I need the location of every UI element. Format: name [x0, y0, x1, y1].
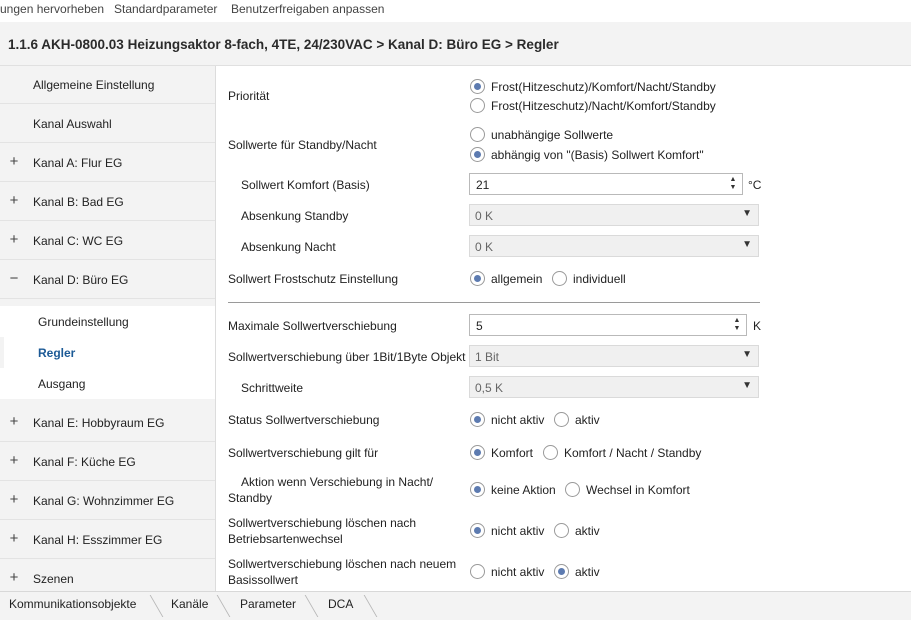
sidebar-item-label: Regler — [38, 346, 76, 360]
param-label-giltfuer: Sollwertverschiebung gilt für — [228, 446, 379, 460]
tab-separator — [305, 595, 319, 617]
tab-separator — [150, 595, 164, 617]
nacht-select[interactable]: 0 K ▼ — [469, 235, 759, 257]
user-permissions-button[interactable]: Benutzerfreigaben anpassen — [231, 2, 385, 16]
radio-button[interactable] — [543, 445, 558, 460]
sidebar-item-kanal-h[interactable] — [0, 521, 216, 559]
radio-loeschen1-aktiv[interactable]: aktiv — [554, 522, 614, 540]
expand-icon[interactable]: + — [9, 231, 19, 248]
radio-button[interactable] — [470, 412, 485, 427]
param-label-komfort: Sollwert Komfort (Basis) — [241, 178, 370, 192]
sidebar-item-kanal-b[interactable] — [0, 183, 216, 221]
expand-icon[interactable]: + — [9, 192, 19, 209]
sidebar-item-label: Szenen — [33, 572, 74, 586]
sidebar-item-kanal-d[interactable] — [0, 261, 216, 299]
radio-button[interactable] — [552, 271, 567, 286]
sidebar-item-allgemeine-einstellung[interactable] — [0, 66, 216, 104]
expand-icon[interactable]: + — [9, 569, 19, 586]
sidebar-item-kanal-auswahl[interactable] — [0, 105, 216, 143]
page-title: 1.1.6 AKH-0800.03 Heizungsaktor 8-fach, 4TE, 24/230VAC > Kanal D: Büro EG > Regler — [8, 37, 559, 52]
sidebar-subitem-ausgang[interactable] — [0, 368, 216, 399]
chevron-down-icon: ▼ — [742, 349, 752, 360]
radio-sollwerte-1[interactable]: unabhängige Sollwerte — [470, 126, 760, 144]
chevron-down-icon: ▼ — [742, 208, 752, 219]
param-label-schrittweite: Schrittweite — [241, 381, 304, 395]
sidebar-item-label: Kanal A: Flur EG — [33, 156, 123, 170]
radio-frost-allgemein[interactable]: allgemein — [470, 270, 550, 288]
parameter-panel — [217, 66, 911, 591]
radio-button[interactable] — [554, 523, 569, 538]
radio-frost-individuell[interactable]: individuell — [552, 270, 642, 288]
param-label-frost: Sollwert Frostschutz Einstellung — [228, 272, 399, 286]
tab-kanaele[interactable]: Kanäle — [171, 597, 209, 611]
radio-prioritaet-1[interactable]: Frost(Hitzeschutz)/Komfort/Nacht/Standby — [470, 78, 760, 96]
param-label-prioritaet: Priorität — [228, 89, 270, 103]
tab-parameter[interactable]: Parameter — [240, 597, 297, 611]
toolbar — [0, 0, 911, 22]
radio-button[interactable] — [565, 482, 580, 497]
sidebar-item-label: Ausgang — [38, 377, 86, 391]
param-label-loeschen2: Sollwertverschiebung löschen nach neuem Basissollwert — [228, 557, 457, 587]
sidebar-item-kanal-g[interactable] — [0, 482, 216, 520]
sidebar-item-label: Kanal H: Esszimmer EG — [33, 533, 163, 547]
param-label-loeschen1: Sollwertverschiebung löschen nach Betriebsartenwechsel — [228, 516, 417, 546]
spin-arrows-icon[interactable]: ▲ ▼ — [733, 317, 741, 332]
sidebar-item-label: Kanal G: Wohnzimmer EG — [33, 494, 175, 508]
radio-loeschen2-nicht-aktiv[interactable]: nicht aktiv — [470, 563, 550, 581]
param-label-standby: Absenkung Standby — [241, 209, 349, 223]
radio-aktion-wechsel[interactable]: Wechsel in Komfort — [565, 481, 705, 499]
radio-giltfuer-komfort[interactable]: Komfort — [470, 444, 540, 462]
sidebar-item-kanal-f[interactable] — [0, 443, 216, 481]
maxverschiebung-stepper[interactable]: 5 ▲ ▼ — [469, 314, 747, 336]
param-label-maxverschiebung: Maximale Sollwertverschiebung — [228, 319, 397, 333]
collapse-icon[interactable]: − — [9, 270, 19, 287]
sidebar-item-label: Kanal B: Bad EG — [33, 195, 124, 209]
param-label-sollwerte: Sollwerte für Standby/Nacht — [228, 138, 377, 152]
param-label-status: Status Sollwertverschiebung — [228, 413, 380, 427]
sidebar-item-label: Grundeinstellung — [38, 315, 129, 329]
radio-button[interactable] — [470, 98, 485, 113]
sidebar-item-label: Kanal E: Hobbyraum EG — [33, 416, 165, 430]
sidebar-item-label: Kanal F: Küche EG — [33, 455, 136, 469]
expand-icon[interactable]: + — [9, 491, 19, 508]
chevron-down-icon: ▼ — [742, 380, 752, 391]
param-label-aktion: Aktion wenn Verschiebung in Nacht/ Standby — [228, 475, 434, 505]
bottom-tab-bar — [0, 591, 911, 620]
radio-button[interactable] — [470, 482, 485, 497]
radio-button[interactable] — [554, 564, 569, 579]
komfort-stepper[interactable]: 21 ▲ ▼ — [469, 173, 743, 195]
tab-kommunikationsobjekte[interactable]: Kommunikationsobjekte — [9, 597, 137, 611]
spin-arrows-icon[interactable]: ▲ ▼ — [729, 176, 737, 191]
expand-icon[interactable]: + — [9, 530, 19, 547]
verschiebung1bit-select[interactable]: 1 Bit ▼ — [469, 345, 759, 367]
radio-loeschen2-aktiv[interactable]: aktiv — [554, 563, 614, 581]
highlight-changes-button[interactable]: ungen hervorheben — [0, 2, 105, 16]
radio-button[interactable] — [470, 523, 485, 538]
radio-button[interactable] — [470, 127, 485, 142]
radio-aktion-keine[interactable]: keine Aktion — [470, 481, 560, 499]
sidebar — [0, 66, 216, 591]
radio-button[interactable] — [470, 271, 485, 286]
sidebar-subitem-grundeinstellung[interactable] — [0, 306, 216, 337]
sidebar-item-kanal-c[interactable] — [0, 222, 216, 260]
radio-sollwerte-2[interactable]: abhängig von "(Basis) Sollwert Komfort" — [470, 146, 760, 164]
tab-separator — [217, 595, 231, 617]
sidebar-subitem-regler[interactable] — [0, 337, 216, 368]
param-label-nacht: Absenkung Nacht — [241, 240, 336, 254]
unit-label: K — [753, 319, 762, 333]
radio-button[interactable] — [554, 412, 569, 427]
sidebar-item-label: Kanal C: WC EG — [33, 234, 124, 248]
radio-button[interactable] — [470, 445, 485, 460]
expand-icon[interactable]: + — [9, 153, 19, 170]
title-bar — [0, 22, 911, 66]
sidebar-item-label: Kanal D: Büro EG — [33, 273, 129, 287]
tab-dca[interactable]: DCA — [328, 597, 354, 611]
radio-button[interactable] — [470, 79, 485, 94]
radio-status-aktiv[interactable]: aktiv — [554, 411, 614, 429]
schrittweite-select[interactable]: 0,5 K ▼ — [469, 376, 759, 398]
expand-icon[interactable]: + — [9, 452, 19, 469]
sidebar-item-kanal-e[interactable] — [0, 404, 216, 442]
radio-prioritaet-2[interactable]: Frost(Hitzeschutz)/Nacht/Komfort/Standby — [470, 97, 760, 115]
unit-label: °C — [748, 178, 762, 192]
sidebar-item-label: Allgemeine Einstellung — [33, 78, 155, 92]
default-parameters-button[interactable]: Standardparameter — [114, 2, 218, 16]
tab-separator — [364, 595, 378, 617]
param-label-verschiebung1bit: Sollwertverschiebung über 1Bit/1Byte Objekt — [228, 350, 466, 364]
sidebar-item-label: Kanal Auswahl — [33, 117, 112, 131]
chevron-down-icon: ▼ — [742, 239, 752, 250]
standby-select[interactable]: 0 K ▼ — [469, 204, 759, 226]
sidebar-item-szenen[interactable] — [0, 560, 216, 591]
sidebar-item-kanal-a[interactable] — [0, 144, 216, 182]
radio-giltfuer-alle[interactable]: Komfort / Nacht / Standby — [543, 444, 713, 462]
radio-status-nicht-aktiv[interactable]: nicht aktiv — [470, 411, 550, 429]
radio-button[interactable] — [470, 147, 485, 162]
section-divider — [228, 302, 760, 303]
radio-loeschen1-nicht-aktiv[interactable]: nicht aktiv — [470, 522, 550, 540]
radio-button[interactable] — [470, 564, 485, 579]
expand-icon[interactable]: + — [9, 413, 19, 430]
